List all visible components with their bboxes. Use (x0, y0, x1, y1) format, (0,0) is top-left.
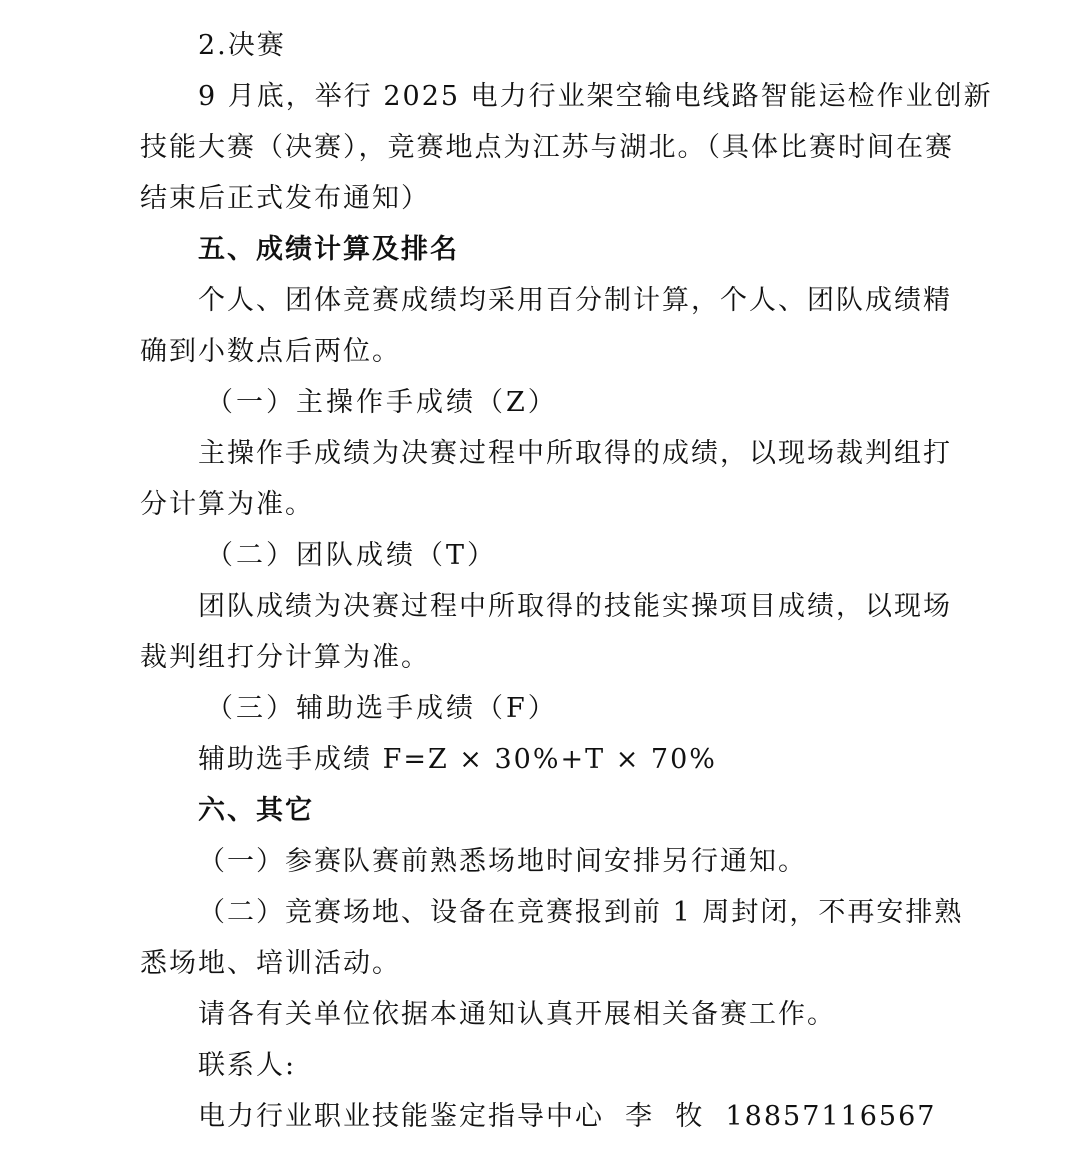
paragraph-scoring-method (140, 275, 952, 377)
paragraph-assistant-formula (140, 734, 940, 785)
text-line: 确到小数点后两位。 (140, 336, 401, 367)
section-heading-scoring (140, 224, 940, 275)
subheading-text: （二）团队成绩（T） (206, 540, 498, 571)
text-line: 2.决赛 (198, 30, 286, 61)
text-line: 9 月底，举行 2025 电力行业架空输电线路智能运检作业创新 (198, 81, 993, 112)
paragraph-final-round (140, 71, 993, 224)
paragraph-team (140, 581, 952, 683)
subheading-text: （三）辅助选手成绩（F） (206, 693, 558, 724)
paragraph-other-2 (140, 887, 964, 989)
text-line: （一）参赛队赛前熟悉场地时间安排另行通知。 (198, 846, 807, 877)
contact-info (140, 1091, 940, 1142)
text-line: 技能大赛（决赛），竞赛地点为江苏与湖北。（具体比赛时间在赛 (140, 132, 954, 163)
contact-label (140, 1040, 940, 1091)
paragraph-main-operator (140, 428, 952, 530)
heading-text: 六、其它 (198, 795, 314, 826)
text-line: 主操作手成绩为决赛过程中所取得的成绩，以现场裁判组打 (198, 438, 952, 469)
text-line: （二）竞赛场地、设备在竞赛报到前 1 周封闭，不再安排熟 (198, 897, 964, 928)
subheading-team (140, 530, 940, 581)
paragraph-request (140, 989, 940, 1040)
heading-text: 五、成绩计算及排名 (198, 234, 459, 265)
paragraph-other-1 (140, 836, 940, 887)
text-line: 悉场地、培训活动。 (140, 948, 401, 979)
text-line: 团队成绩为决赛过程中所取得的技能实操项目成绩，以现场 (198, 591, 952, 622)
text-line: 分计算为准。 (140, 489, 314, 520)
item-final-round-title (140, 20, 940, 71)
text-line: 请各有关单位依据本通知认真开展相关备赛工作。 (198, 999, 836, 1030)
text-line: 电力行业职业技能鉴定指导中心 李 牧 18857116567 (198, 1101, 937, 1132)
subheading-main-operator (140, 377, 940, 428)
section-heading-other (140, 785, 940, 836)
text-line: 联系人: (198, 1050, 297, 1081)
subheading-assistant (140, 683, 940, 734)
text-line: 裁判组打分计算为准。 (140, 642, 430, 673)
subheading-text: （一）主操作手成绩（Z） (206, 387, 558, 418)
text-line: 辅助选手成绩 F=Z × 30%+T × 70% (198, 744, 717, 775)
text-line: 结束后正式发布通知） (140, 183, 430, 214)
text-line: 个人、团体竞赛成绩均采用百分制计算，个人、团队成绩精 (198, 285, 952, 316)
